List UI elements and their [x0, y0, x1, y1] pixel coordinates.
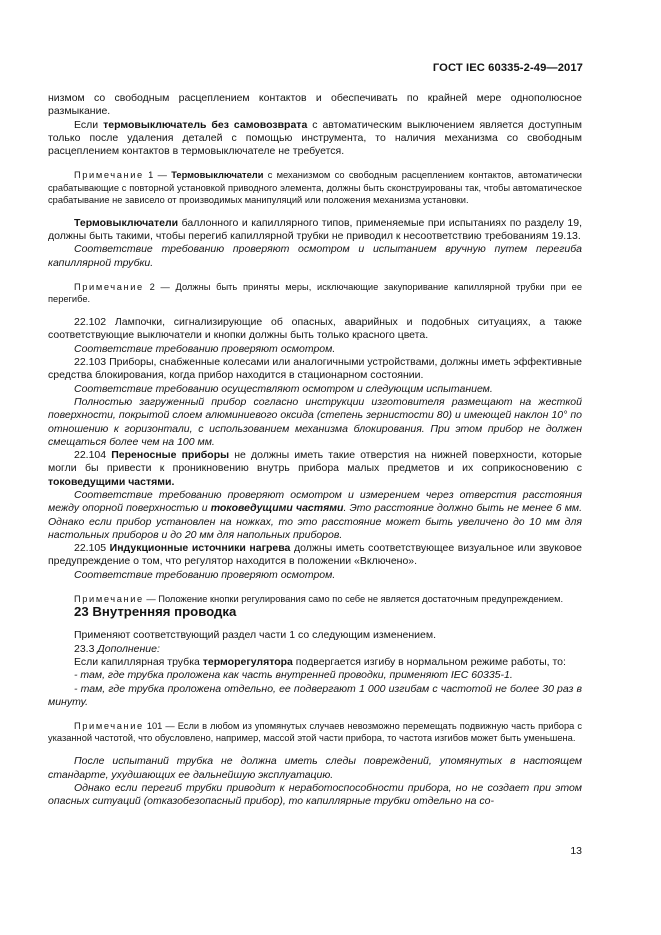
- note: Примечание — Положение кнопки регулирования само по себе не является достаточным предупреждением.: [74, 594, 564, 605]
- test-paragraph: Полностью загруженный прибор согласно инструкции изготовителя размещают на жесткой поверхности, покрытой слоем алюминиевого оксида (степень зернистости 80) и имеющей наклон 10° по отношению к горизонтали, с использованием механизма блокирования. При этом прибор не должен смещаться более чем на 100 мм.: [48, 395, 582, 448]
- paragraph: Применяют соответствующий раздел части 1 со следующим изменением.: [74, 629, 436, 642]
- note: Примечание 1 — Термовыключатели с механизмом со свободным расцеплением контактов, автоматически срабатывающие с повторной установкой приводного элемента, должны быть сконструированы так, чтобы автоматическое срабатывание не зависело от производимых манипуляций или положения механизма установки.: [48, 170, 582, 205]
- clause-23-3: 23.3 Дополнение:: [74, 642, 160, 655]
- compliance-paragraph: Соответствие требованию проверяют осмотром.: [74, 342, 336, 355]
- note: Примечание 2 — Должны быть приняты меры, исключающие закупоривание капиллярной трубки при ее перегибе.: [48, 281, 582, 305]
- compliance-paragraph: Соответствие требованию проверяют осмотром и измерением через отверстия расстояния между опорной поверхностью и токоведущими частями. Это расстояние должно быть не менее 6 мм. Однако если прибор установлен на ножках, то это расстояние может быть увеличено до 10 мм для настольных приборов и до 20 мм для напольных приборов.: [48, 489, 583, 541]
- compliance-paragraph: Соответствие требованию проверяют осмотром.: [74, 568, 336, 581]
- note-label: Примечание: [74, 170, 144, 181]
- clause-22-105: 22.105 Индукционные источники нагрева должны иметь соответствующее визуальное или звуковое предупреждение о том, что регулятор находится в положении «Включено».: [48, 542, 582, 568]
- clause-22-103: 22.103 Приборы, снабженные колесами или аналогичными устройствами, должны иметь эффективные средства блокирования, когда прибор находится в стационарном состоянии.: [48, 356, 582, 382]
- list-item: - там, где трубка проложена как часть внутренней проводки, применяют IEC 60335-1.: [74, 669, 513, 682]
- compliance-paragraph: Соответствие требованию осуществляют осмотром и следующим испытанием.: [74, 382, 493, 395]
- clause-22-104: 22.104 Переносные приборы не должны иметь такие отверстия на нижней поверхности, которые могли бы привести к проникновению внутрь прибора малых предметов и их соприкосновению с токоведущими частями.: [48, 449, 582, 488]
- compliance-paragraph: Соответствие требованию проверяют осмотром и испытанием вручную путем перегиба капиллярной трубки.: [48, 243, 582, 269]
- page-number: 13: [570, 845, 582, 857]
- note: Примечание 101 — Если в любом из упомянутых случаев невозможно перемещать подвижную часть прибора с указанной частотой, что обусловлено, например, массой этой части прибора, то частота изгибов может быть уменьшена.: [48, 721, 582, 744]
- paragraph: низмом со свободным расцеплением контактов и обеспечивать по крайней мере однополюсное размыкание.: [48, 92, 582, 118]
- note-label: Примечание: [74, 721, 144, 732]
- list-item: - там, где трубка проложена отдельно, ее подвергают 1 000 изгибам с частотой не более 30 раз в минуту.: [48, 682, 582, 708]
- clause-22-102: 22.102 Лампочки, сигнализирующие об опасных, аварийных и подобных ситуациях, а также соответствующие выключатели и кнопки должны быть только красного цвета.: [48, 316, 582, 342]
- section-heading: 23 Внутренняя проводка: [74, 604, 237, 620]
- paragraph: Если термовыключатель без самовозврата с автоматическим выключением является доступным только после удаления деталей с помощью инструмента, то наличия механизма со свободным расцеплением контактов в термовыключателе не требуется.: [48, 118, 583, 158]
- paragraph: Однако если перегиб трубки приводит к неработоспособности прибора, но не создает при этом опасных ситуаций (отказобезопасный прибор), то капиллярные трубки отдельно на со-: [48, 782, 582, 808]
- note-label: Примечание: [74, 594, 144, 605]
- paragraph: Если капиллярная трубка терморегулятора подвергается изгибу в нормальном режиме работы, то:: [74, 656, 566, 669]
- paragraph: После испытаний трубка не должна иметь следы повреждений, упомянутых в настоящем стандарте, ухудшающих ее дальнейшую эксплуатацию.: [48, 755, 582, 781]
- document-header: ГОСТ IEC 60335-2-49—2017: [432, 62, 583, 74]
- page-body: [48, 92, 582, 809]
- paragraph: Термовыключатели баллонного и капиллярного типов, применяемые при испытаниях по разделу 19, должны быть такими, чтобы перегиб капиллярной трубки не приводил к несоответствию требованиям 19.13.: [48, 216, 582, 243]
- note-label: Примечание: [74, 281, 144, 292]
